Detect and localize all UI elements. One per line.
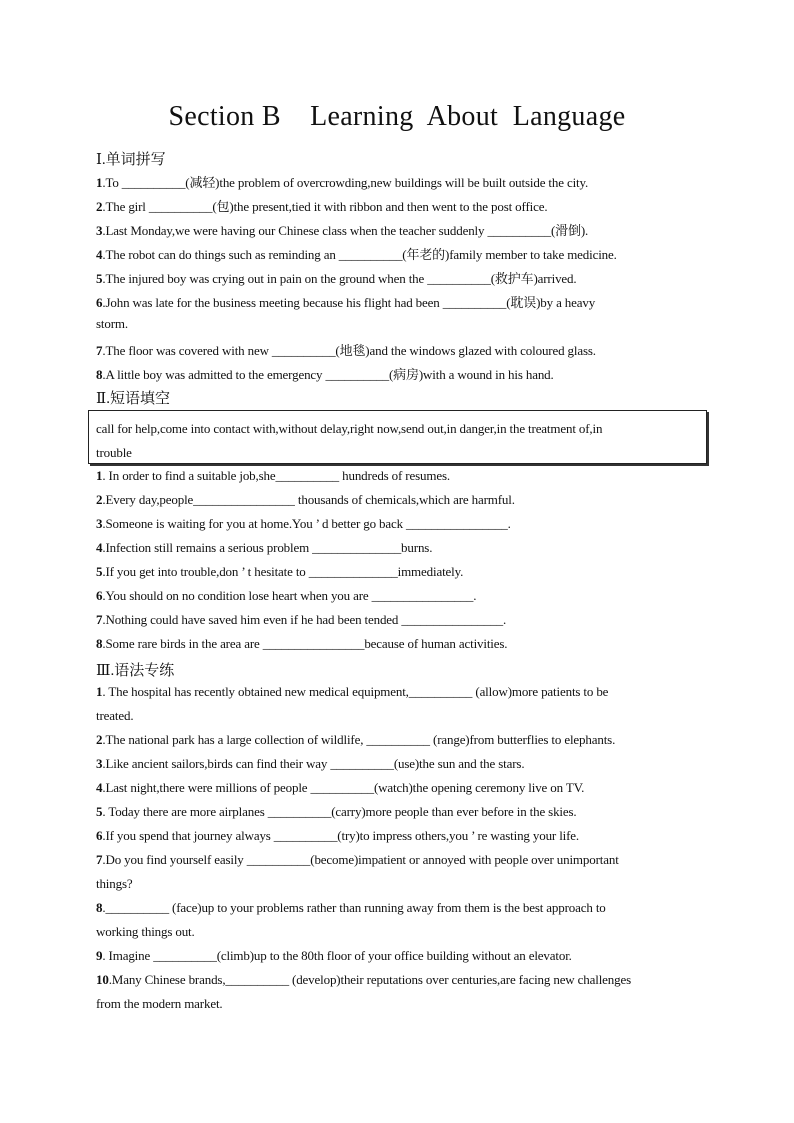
- phrase-bank-text: [96, 417, 698, 465]
- exercise-line: [96, 220, 588, 239]
- item-text: .Infection still remains a serious problem ______________burns.: [102, 540, 433, 555]
- exercise-line: [96, 492, 515, 508]
- item-number: 7: [96, 343, 103, 358]
- item-text: .Someone is waiting for you at home.You ’ d better go back ________________.: [102, 516, 511, 531]
- item-text: .Every day,people________________ thousands of chemicals,which are harmful.: [102, 492, 515, 507]
- exercise-line: [96, 468, 450, 484]
- item-text: .The robot can do things such as reminding an __________(年老的)family member to take medicine.: [102, 247, 617, 262]
- item-text: . In order to find a suitable job,she__________ hundreds of resumes.: [102, 468, 450, 483]
- item-number: 3: [96, 756, 103, 771]
- item-text: .The national park has a large collection of wildlife, __________ (range)from butterflies to elephants.: [102, 732, 616, 747]
- item-number: 4: [96, 540, 103, 555]
- phrase-bank-line: trouble: [96, 445, 132, 460]
- item-text: .Like ancient sailors,birds can find their way __________(use)the sun and the stars.: [102, 756, 525, 771]
- item-number: 1: [96, 468, 103, 483]
- item-number: 8: [96, 367, 103, 382]
- exercise-line: [96, 636, 507, 652]
- page-title: Section B Learning About Language: [168, 101, 626, 132]
- item-number: 2: [96, 199, 103, 214]
- section-heading-spelling: Ⅰ.单词拼写: [96, 152, 166, 168]
- item-text: .John was late for the business meeting because his flight had been __________(耽误)by a heavy: [102, 295, 596, 310]
- item-text: .If you get into trouble,don ’ t hesitate to ______________immediately.: [102, 564, 464, 579]
- item-text: .Some rare birds in the area are ________________because of human activities.: [102, 636, 508, 651]
- section-heading-grammar: Ⅲ.语法专练: [96, 663, 175, 679]
- item-number: 8: [96, 636, 103, 651]
- phrase-bank-line: call for help,come into contact with,without delay,right now,send out,in danger,in the treatment of,in: [96, 421, 603, 436]
- item-text: .If you spend that journey always __________(try)to impress others,you ’ re wasting your life.: [102, 828, 580, 843]
- item-text: treated.: [96, 708, 134, 723]
- item-text: .To __________(减轻)the problem of overcrowding,new buildings will be built outside the city.: [102, 175, 589, 190]
- exercise-line-continued: [96, 924, 195, 940]
- exercise-line: [96, 780, 584, 796]
- item-number: 8: [96, 900, 103, 915]
- item-number: 1: [96, 684, 103, 699]
- item-number: 2: [96, 732, 103, 747]
- item-text: .Do you find yourself easily __________(become)impatient or annoyed with people over unimportant: [102, 852, 619, 867]
- item-number: 1: [96, 175, 103, 190]
- item-text: .Last night,there were millions of people __________(watch)the opening ceremony live on TV.: [102, 780, 585, 795]
- item-text: storm.: [96, 316, 128, 331]
- item-number: 6: [96, 828, 103, 843]
- item-number: 3: [96, 516, 103, 531]
- item-number: 2: [96, 492, 103, 507]
- item-text: .A little boy was admitted to the emergency __________(病房)with a wound in his hand.: [102, 367, 554, 382]
- item-text: . The hospital has recently obtained new medical equipment,__________ (allow)more patients to be: [102, 684, 609, 699]
- phrase-bank-box: [88, 410, 707, 464]
- exercise-line: [96, 516, 511, 532]
- item-number: 9: [96, 948, 103, 963]
- exercise-line: [96, 972, 631, 988]
- exercise-line-continued: [96, 876, 133, 892]
- item-text: from the modern market.: [96, 996, 223, 1011]
- item-number: 5: [96, 804, 103, 819]
- item-text: .The girl __________(包)the present,tied it with ribbon and then went to the post office.: [102, 199, 548, 214]
- exercise-line: [96, 588, 476, 604]
- exercise-line: [96, 540, 432, 556]
- section-heading-phrases: Ⅱ.短语填空: [96, 391, 170, 407]
- exercise-line: [96, 196, 547, 215]
- item-text: .Many Chinese brands,__________ (develop)their reputations over centuries,are facing new challenges: [108, 972, 632, 987]
- exercise-line: [96, 172, 588, 191]
- exercise-line: [96, 852, 619, 868]
- exercise-line: [96, 684, 608, 700]
- item-text: .Nothing could have saved him even if he had been tended ________________.: [102, 612, 507, 627]
- exercise-line: [96, 244, 617, 263]
- exercise-line-continued: [96, 708, 133, 724]
- item-text: .You should on no condition lose heart when you are ________________.: [102, 588, 477, 603]
- exercise-line: [96, 948, 572, 964]
- item-number: 7: [96, 612, 103, 627]
- item-text: .The floor was covered with new __________(地毯)and the windows glazed with coloured glass.: [102, 343, 596, 358]
- item-number: 6: [96, 588, 103, 603]
- exercise-line: [96, 612, 506, 628]
- exercise-line: [96, 564, 463, 580]
- item-text: working things out.: [96, 924, 195, 939]
- item-text: . Today there are more airplanes __________(carry)more people than ever before in the skies.: [102, 804, 577, 819]
- item-number: 10: [96, 972, 109, 987]
- item-number: 4: [96, 780, 103, 795]
- item-text: . Imagine __________(climb)up to the 80th floor of your office building without an elevator.: [102, 948, 572, 963]
- item-text: .The injured boy was crying out in pain on the ground when the __________(救护车)arrived.: [102, 271, 577, 286]
- exercise-line-continued: [96, 996, 223, 1012]
- item-number: 5: [96, 564, 103, 579]
- exercise-line: [96, 804, 577, 820]
- item-number: 4: [96, 247, 103, 262]
- exercise-line: [96, 364, 554, 383]
- exercise-line: [96, 900, 606, 916]
- item-number: 3: [96, 223, 103, 238]
- item-number: 5: [96, 271, 103, 286]
- exercise-line: [96, 340, 596, 359]
- item-number: 6: [96, 295, 103, 310]
- exercise-line-continued: [96, 316, 128, 332]
- exercise-line: [96, 292, 595, 311]
- exercise-line: [96, 268, 577, 287]
- item-text: things?: [96, 876, 133, 891]
- item-number: 7: [96, 852, 103, 867]
- exercise-line: [96, 828, 579, 844]
- exercise-line: [96, 756, 524, 772]
- item-text: .__________ (face)up to your problems rather than running away from them is the best approach to: [102, 900, 606, 915]
- exercise-line: [96, 732, 615, 748]
- item-text: .Last Monday,we were having our Chinese class when the teacher suddenly __________(滑倒).: [102, 223, 589, 238]
